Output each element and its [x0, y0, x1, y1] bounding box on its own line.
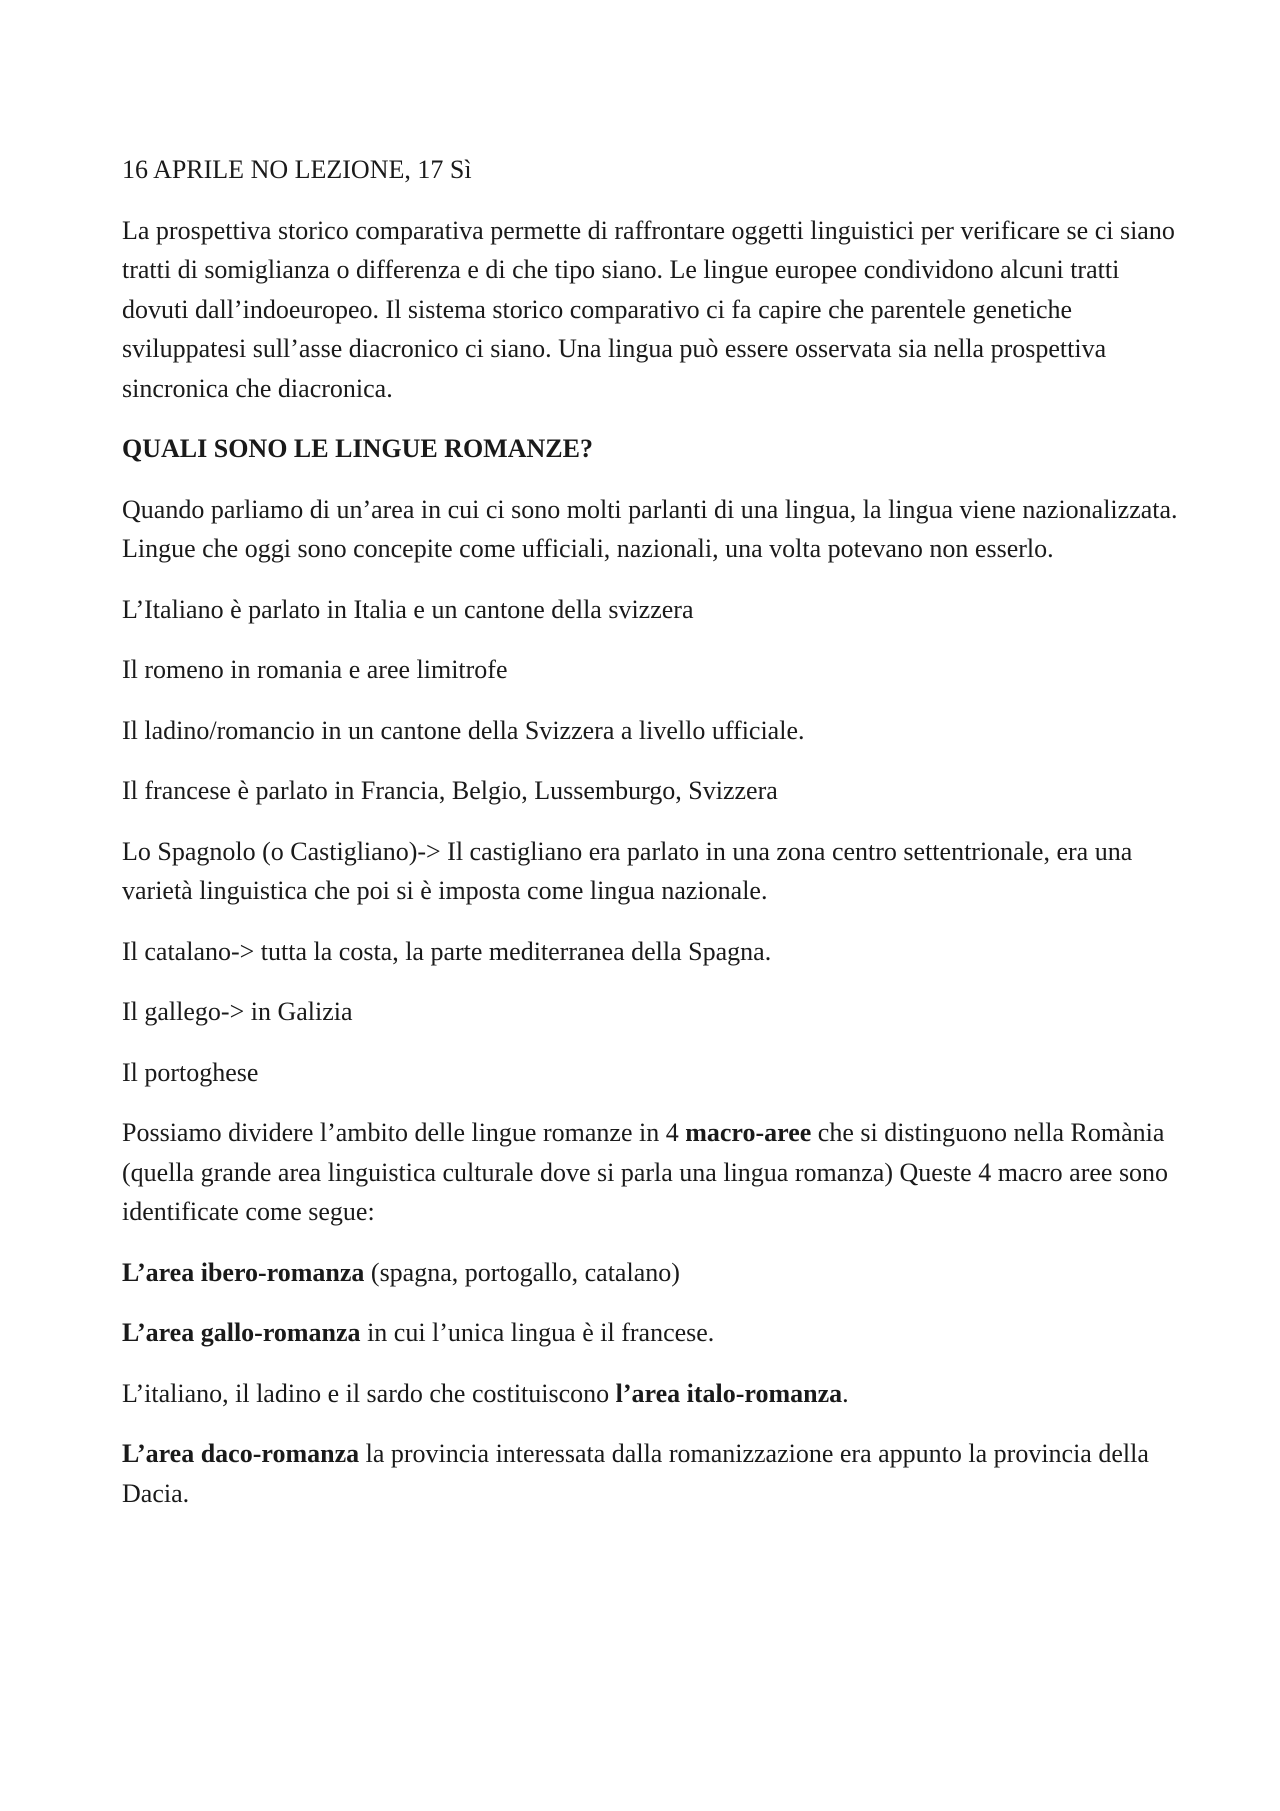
macro-areas-text-after: che si distinguono nella Romània (quella grande area linguistica culturale dove si parla una lingua romanza) Queste 4 macro aree sono identificate come segue: — [122, 1118, 1169, 1226]
area-italo-term: l’area italo-romanza — [615, 1378, 843, 1408]
language-item-catalano: Il catalano-> tutta la costa, la parte mediterranea della Spagna. — [122, 936, 772, 966]
area-ibero-description: (spagna, portogallo, catalano) — [364, 1257, 680, 1287]
language-item-italiano: L’Italiano è parlato in Italia e un cantone della svizzera — [122, 594, 694, 624]
macro-areas-text-before: Possiamo dividere l’ambito delle lingue romanze in 4 — [122, 1118, 686, 1147]
language-item-spagnolo: Lo Spagnolo (o Castigliano)-> Il castigliano era parlato in una zona centro settentrionale, era una varietà linguistica che poi si è imposta come lingua nazionale. — [122, 836, 1133, 905]
intro-paragraph: La prospettiva storico comparativa permette di raffrontare oggetti linguistici per verificare se ci siano tratti di somiglianza o differenza e di che tipo siano. Le lingue europee condividono alcuni tratti dovuti dall’indoeuropeo. Il sistema storico comparativo ci fa capire che parentele genetiche sviluppatesi sull’asse diacronico ci siano. Una lingua può essere osservata sia nella prospettiva sincronica che diacronica. — [122, 215, 1175, 403]
area-daco-description: la provincia interessata dalla romanizzazione era appunto la provincia della Dacia. — [122, 1439, 1149, 1508]
language-item-francese: Il francese è parlato in Francia, Belgio, Lussemburgo, Svizzera — [122, 776, 778, 805]
language-item-romeno: Il romeno in romania e aree limitrofe — [122, 655, 508, 684]
area-italo-period: . — [842, 1378, 849, 1408]
area-daco-term: L’area daco-romanza — [122, 1439, 360, 1468]
macro-areas-term: macro-aree — [685, 1118, 812, 1147]
area-italo-description: L’italiano, il ladino e il sardo che costituiscono — [122, 1378, 616, 1408]
date-line: 16 APRILE NO LEZIONE, 17 Sì — [122, 155, 472, 184]
macro-areas-paragraph — [122, 1113, 1182, 1232]
language-item-ladino: Il ladino/romancio in un cantone della Svizzera a livello ufficiale. — [122, 715, 805, 745]
language-item-gallego: Il gallego-> in Galizia — [122, 997, 353, 1026]
area-gallo-description: in cui l’unica lingua è il francese. — [360, 1318, 715, 1347]
language-item-portoghese: Il portoghese — [122, 1057, 259, 1087]
area-ibero-romanza — [122, 1253, 1182, 1293]
area-daco-romanza — [122, 1434, 1182, 1513]
area-italo-romanza — [122, 1374, 1182, 1414]
nationalization-paragraph: Quando parliamo di un’area in cui ci sono molti parlanti di una lingua, la lingua viene nazionalizzata. Lingue che oggi sono concepite come ufficiali, nazionali, una volta potevano non esserlo. — [122, 494, 1178, 563]
area-gallo-romanza — [122, 1313, 1182, 1353]
document-page — [122, 150, 1182, 1534]
area-gallo-term: L’area gallo-romanza — [122, 1318, 361, 1347]
area-ibero-term: L’area ibero-romanza — [122, 1257, 365, 1287]
section-heading: QUALI SONO LE LINGUE ROMANZE? — [122, 434, 593, 463]
